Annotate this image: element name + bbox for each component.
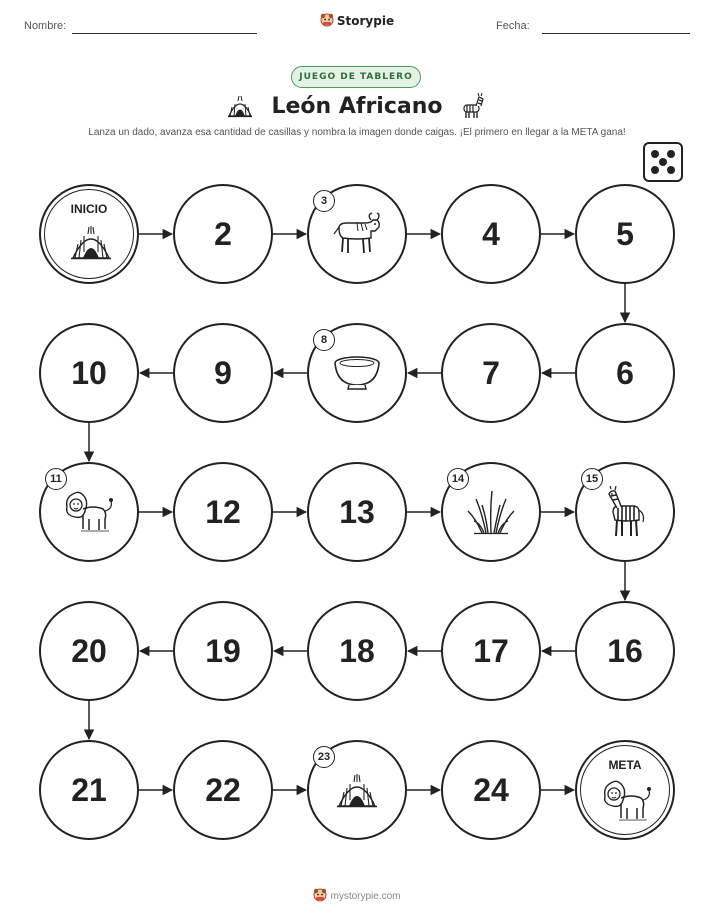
footer-url: mystorypie.com — [330, 891, 401, 903]
board-square — [173, 323, 273, 423]
square-number: 24 — [473, 771, 509, 808]
brand-name: Storypie — [336, 14, 395, 28]
name-label: Nombre: — [24, 20, 67, 32]
board-square — [173, 601, 273, 701]
board-square — [173, 462, 273, 562]
square-number: 10 — [71, 354, 107, 391]
square-number-badge: 11 — [45, 468, 67, 490]
square-number: 7 — [482, 354, 500, 391]
board-square — [575, 601, 675, 701]
wildebeest-icon — [331, 212, 383, 260]
square-number-badge: 3 — [313, 190, 335, 212]
board-square — [307, 184, 407, 284]
page-title: León Africano — [271, 94, 443, 119]
board-square — [173, 184, 273, 284]
square-number: 9 — [214, 354, 232, 391]
board-square — [39, 601, 139, 701]
board-square — [441, 184, 541, 284]
board-square — [307, 323, 407, 423]
square-label: INICIO — [70, 202, 108, 216]
board-square — [575, 462, 675, 562]
board-square — [39, 323, 139, 423]
square-number: 12 — [205, 493, 241, 530]
footer — [0, 888, 714, 905]
square-number: 21 — [71, 771, 107, 808]
board-square — [173, 740, 273, 840]
zebra-icon — [603, 486, 647, 542]
square-number: 18 — [339, 632, 375, 669]
board-square — [575, 323, 675, 423]
board-square — [39, 740, 139, 840]
square-number: 22 — [205, 771, 241, 808]
board-square — [307, 740, 407, 840]
lion-icon — [63, 489, 115, 539]
square-number-badge: 23 — [313, 746, 335, 768]
square-number: 17 — [473, 632, 509, 669]
square-number-badge: 8 — [313, 329, 335, 351]
square-number: 2 — [214, 215, 232, 252]
storypie-logo-icon — [313, 888, 327, 905]
square-number: 4 — [482, 215, 500, 252]
board-square — [307, 601, 407, 701]
board-square — [307, 462, 407, 562]
start-square — [39, 184, 139, 284]
square-number-badge: 14 — [447, 468, 469, 490]
grass-icon — [466, 489, 516, 539]
square-number: 20 — [71, 632, 107, 669]
den-icon — [335, 770, 379, 814]
square-number-badge: 15 — [581, 468, 603, 490]
date-label: Fecha: — [496, 20, 530, 32]
board-square — [441, 740, 541, 840]
game-type-badge: JUEGO DE TABLERO — [291, 66, 421, 88]
finish-square — [575, 740, 675, 840]
board-square — [441, 601, 541, 701]
board-square — [39, 462, 139, 562]
instructions: Lanza un dado, avanza esa cantidad de casillas y nombra la imagen donde caigas. ¡El primero en llegar a la META gana! — [88, 127, 626, 138]
square-number: 5 — [616, 215, 634, 252]
square-number: 6 — [616, 354, 634, 391]
board-square — [575, 184, 675, 284]
lion-icon — [601, 778, 653, 828]
square-number: 16 — [607, 632, 643, 669]
board-square — [441, 462, 541, 562]
board-square — [441, 323, 541, 423]
den-icon — [69, 222, 113, 266]
bowl-icon — [331, 355, 383, 395]
square-label: META — [608, 758, 642, 772]
square-number: 13 — [339, 493, 375, 530]
square-number: 19 — [205, 632, 241, 669]
